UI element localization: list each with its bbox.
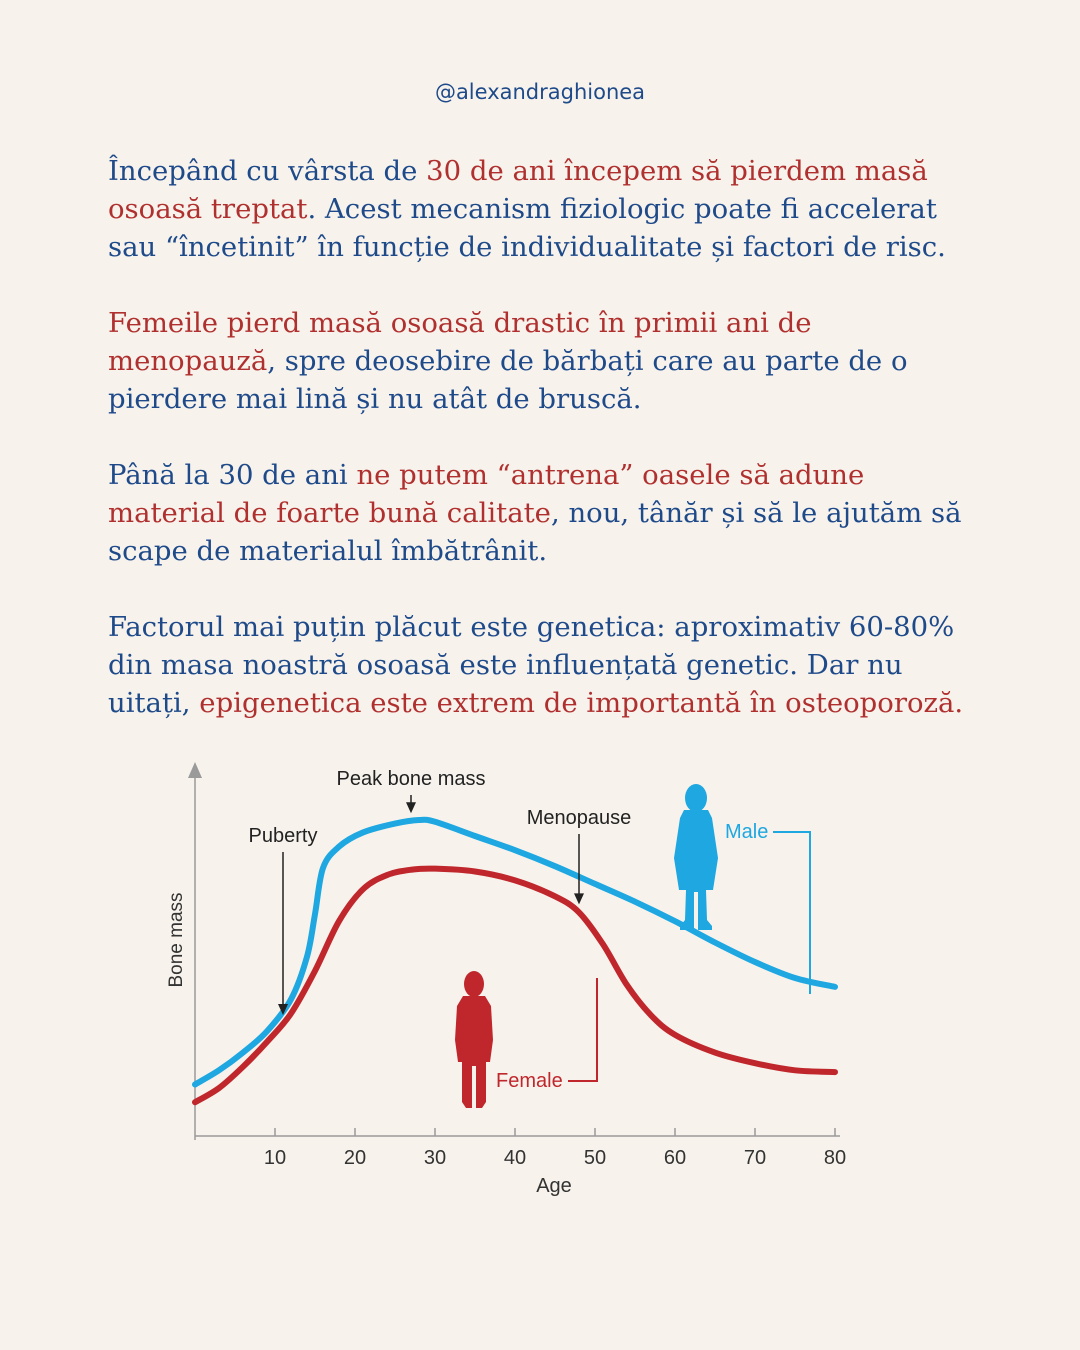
paragraph-1: [108, 152, 988, 266]
paragraph-2: [108, 304, 988, 418]
x-tick-label: 20: [343, 1147, 367, 1169]
x-tick-label: 10: [263, 1147, 287, 1169]
highlighted-text: Femeile pierd masă osoasă drastic în primii ani de menopauză: [108, 307, 812, 377]
paragraph-3: [108, 456, 988, 570]
paragraph-4: [108, 608, 988, 722]
highlighted-text: epigenetica este extrem de importantă în osteoporoză.: [199, 687, 964, 719]
x-tick-label: 30: [423, 1147, 447, 1169]
x-ticks: [264, 1128, 846, 1169]
body-text: , spre deosebire de bărbați care au parte de o pierdere mai lină și nu atât de bruscă.: [108, 345, 908, 415]
arrowhead-icon: [406, 802, 416, 813]
female-figure-icon: [455, 971, 493, 1108]
body-text: , nou, tânăr și să le ajutăm să scape de materialul îmbătrânit.: [108, 497, 962, 567]
body-text: Începând cu vârsta de: [108, 155, 427, 187]
legend-female: Female: [496, 1070, 563, 1092]
x-tick-label: 60: [663, 1147, 687, 1169]
y-axis-label: Bone mass: [166, 892, 187, 988]
highlighted-text: 30 de ani începem să pierdem masă osoasă treptat: [108, 155, 928, 225]
highlighted-text: ne putem “antrena” oasele să adune material de foarte bună calitate: [108, 459, 865, 529]
body-text: Factorul mai puțin plăcut este genetica: aproximativ 60-80% din masa noastră osoasă este influențată genetic. Dar nu uitați,: [108, 611, 955, 719]
body-text: Până la 30 de ani: [108, 459, 357, 491]
x-axis-label: Age: [536, 1175, 572, 1197]
series-male-line: [195, 820, 835, 1085]
male-figure-icon: [674, 784, 718, 930]
annotation-label: Menopause: [526, 807, 632, 829]
series-female-line: [195, 869, 835, 1103]
annotation-label: Puberty: [248, 825, 318, 847]
annotation-layer: [249, 768, 632, 1015]
author-handle[interactable]: @alexandraghionea: [434, 80, 646, 104]
female-legend-leader: [568, 978, 597, 1081]
legend-male: Male: [725, 821, 769, 843]
x-tick-label: 40: [503, 1147, 527, 1169]
x-tick-label: 80: [823, 1147, 847, 1169]
bone-mass-chart: [0, 740, 1080, 1220]
y-axis-arrow-icon: [188, 762, 202, 778]
series-layer: [195, 820, 835, 1102]
x-tick-label: 50: [583, 1147, 607, 1169]
body-text: . Acest mecanism fiziologic poate fi accelerat sau “încetinit” în funcție de individualitate și factori de risc.: [108, 193, 946, 263]
x-tick-label: 70: [743, 1147, 767, 1169]
arrowhead-icon: [574, 893, 584, 904]
annotation-label: Peak bone mass: [336, 768, 486, 790]
